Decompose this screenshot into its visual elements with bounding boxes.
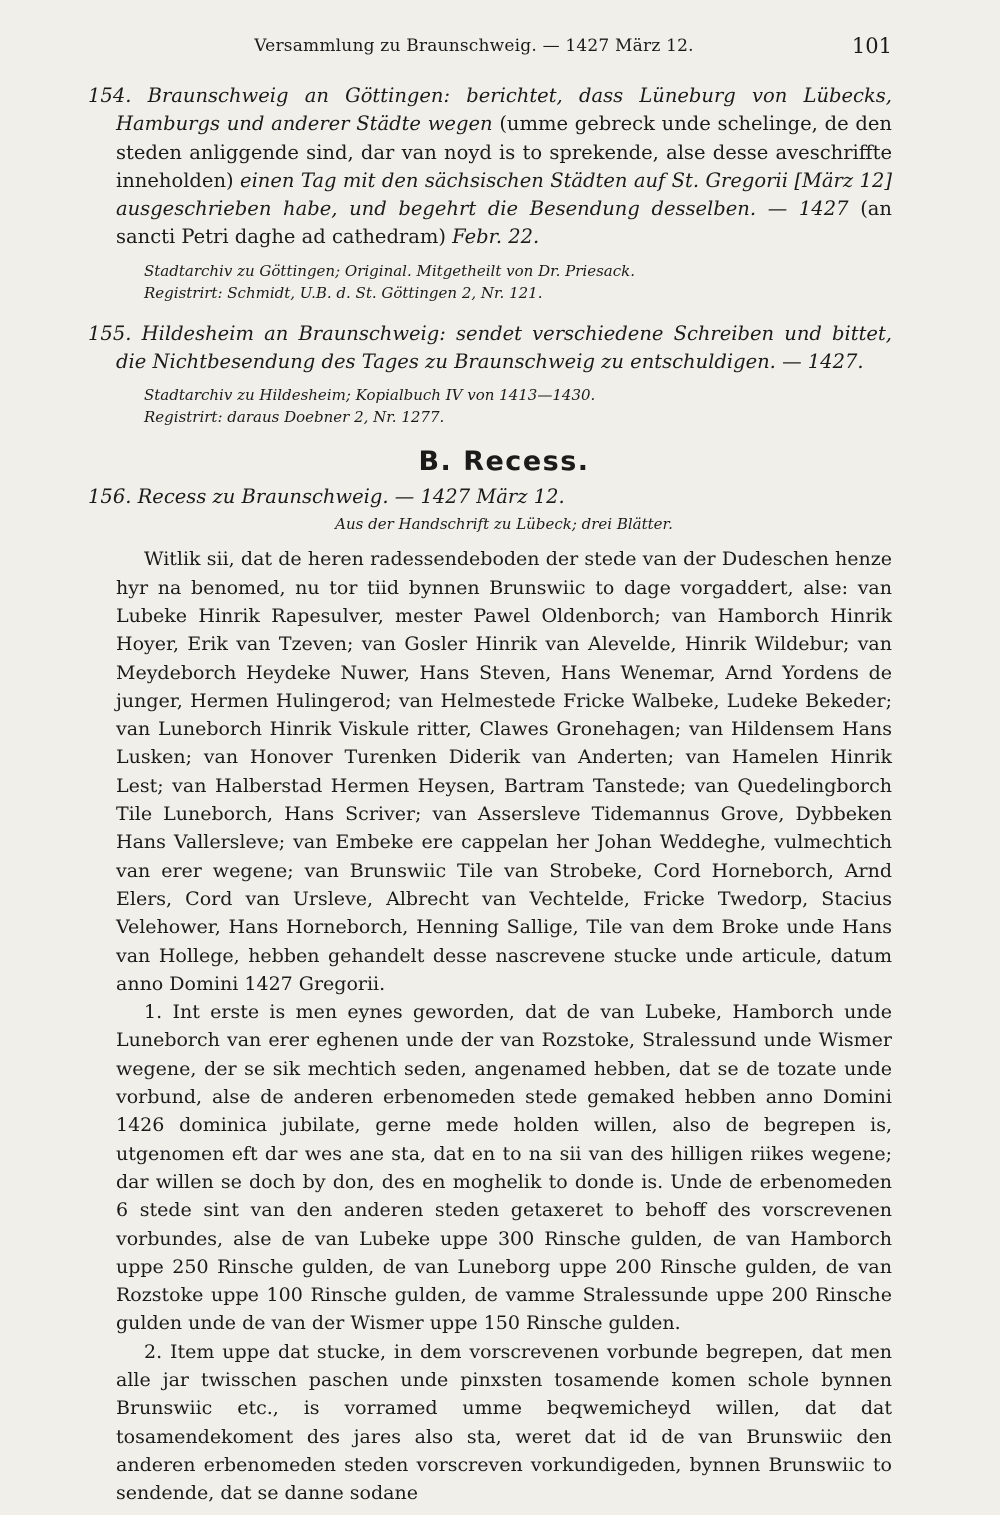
entry-155-summary: [88, 320, 892, 377]
entry-156-title: [88, 483, 892, 511]
entry-number: 156.: [88, 485, 132, 509]
entry-154-summary: [88, 82, 892, 252]
page-number: 101: [851, 34, 892, 58]
entry-text: Braunschweig an Göttingen: berichtet, dass Lüneburg von Lübecks, Hamburgs und anderer Städte wegen: [116, 84, 892, 136]
entry-quote: (an sancti Petri daghe ad cathedram): [116, 197, 892, 249]
entry-text: Recess zu Braunschweig. — 1427 März 12.: [137, 485, 565, 509]
source-note: Stadtarchiv zu Göttingen; Original. Mitgetheilt von Dr. Priesack.: [144, 261, 635, 280]
entry-155: [88, 320, 892, 429]
body-paragraph: 2. Item uppe dat stucke, in dem vorscrevenen vorbunde begrepen, dat men alle jar twisschen paschen unde pinxsten tosamende komen schole bynnen Brunswiic etc., is vorramed umme beqwemicheyd willen, dat dat tosamendekoment des jares also sta, weret dat id de van Brunswiic den anderen erbenomeden steden vorscreven vorkundigeden, bynnen Brunswiic to sendende, dat se danne sodane: [116, 1340, 892, 1505]
body-paragraph: Witlik sii, dat de heren radessendeboden der stede van der Dudeschen henze hyr na benomed, nu tor tiid bynnen Brunswiic to dage vorgaddert, alse: van Lubeke Hinrik Rapesulver, mester Pawel Oldenborch; van Hamborch Hinrik Hoyer, Erik van Tzeven; van Gosler Hinrik van Alevelde, Hinrik Wildebur; van Meydeborch Heydeke Nuwer, Hans Steven, Hans Wenemar, Arnd Yordens de junger, Hermen Hulingerod; van Helmestede Fricke Walbeke, Ludeke Bekeder; van Luneborch Hinrik Viskule ritter, Clawes Gronehagen; van Hildensem Hans Lusken; van Honover Turenken Diderik van Anderten; van Hamelen Hinrik Lest; van Halberstad Hermen Heysen, Bartram Tanstede; van Quedelingborch Tile Luneborch, Hans Scriver; van Assersleve Tidemannus Grove, Dybbeken Hans Vallersleve; van Embeke ere cappelan her Johan Weddeghe, vulmechtich van erer wegene; van Brunswiic Tile van Strobeke, Cord Horneborch, Arnd Elers, Cord van Ursleve, Albrecht van Vechtelde, Fricke Twedorp, Stacius Velehower, Hans Horneborch, Henning Sallige, Tile van dem Broke unde Hans van Hollege, hebben gehandelt desse nascrevene stucke unde articule, datum anno Domini 1427 Gregorii.: [116, 548, 892, 995]
page-content: [88, 82, 892, 1507]
section-title: B. Recess.: [418, 446, 590, 478]
entry-154: [88, 82, 892, 304]
entry-date: Febr. 22.: [452, 225, 540, 249]
entry-quote: (umme gebreck unde schelinge, de den steden anliggende sind, dar van noyd is to sprekende, alse desse aveschriffte inneholden): [116, 112, 892, 192]
manuscript-note: Aus der Handschrift zu Lübeck; drei Blätter.: [335, 515, 673, 534]
entry-156: [88, 483, 892, 1507]
source-note: Stadtarchiv zu Hildesheim; Kopialbuch IV von 1413—1430.: [144, 386, 596, 405]
entry-text: einen Tag mit den sächsischen Städten auf St. Gregorii [März 12] ausgeschrieben habe, und begehrt die Besendung desselben. — 1427: [116, 168, 892, 221]
page-header: [116, 34, 892, 64]
entry-number: 155.: [88, 321, 132, 345]
running-title: Versammlung zu Braunschweig. — 1427 März 12.: [254, 36, 694, 56]
body-paragraph: 1. Int erste is men eynes geworden, dat de van Lubeke, Hamborch unde Luneborch van erer eghenen unde der van Rozstoke, Stralessund unde Wismer wegene, der se sik mechtich seden, angenamed hebben, dat se de tozate unde vorbund, alse de anderen erbenomeden stede gemaked hebben anno Domini 1426 dominica jubilate, gerne mede holden willen, also de begrepen is, utgenomen eft dar wes ane sta, dat en to na sii van des hilligen riikes wegene; dar willen se doch by don, des en moghelik to donde is. Unde de erbenomeden 6 stede sint van den anderen steden getaxeret to behoff des vorscrevenen vorbundes, alse de van Lubeke uppe 300 Rinsche gulden, de van Hamborch uppe 250 Rinsche gulden, de van Luneborg uppe 200 Rinsche gulden, de van Rozstoke uppe 100 Rinsche gulden, de vamme Stralessunde uppe 200 Rinsche gulden unde de van der Wismer uppe 150 Rinsche gulden.: [116, 1001, 892, 1335]
register-note: Registrirt: daraus Doebner 2, Nr. 1277.: [144, 408, 445, 427]
entry-number: 154.: [88, 84, 132, 107]
entry-text: Hildesheim an Braunschweig: sendet verschiedene Schreiben und bittet, die Nichtbesendung des Tages zu Braunschweig zu entschuldigen. — 1427.: [116, 321, 892, 374]
register-note: Registrirt: Schmidt, U.B. d. St. Göttingen 2, Nr. 121.: [144, 283, 543, 302]
